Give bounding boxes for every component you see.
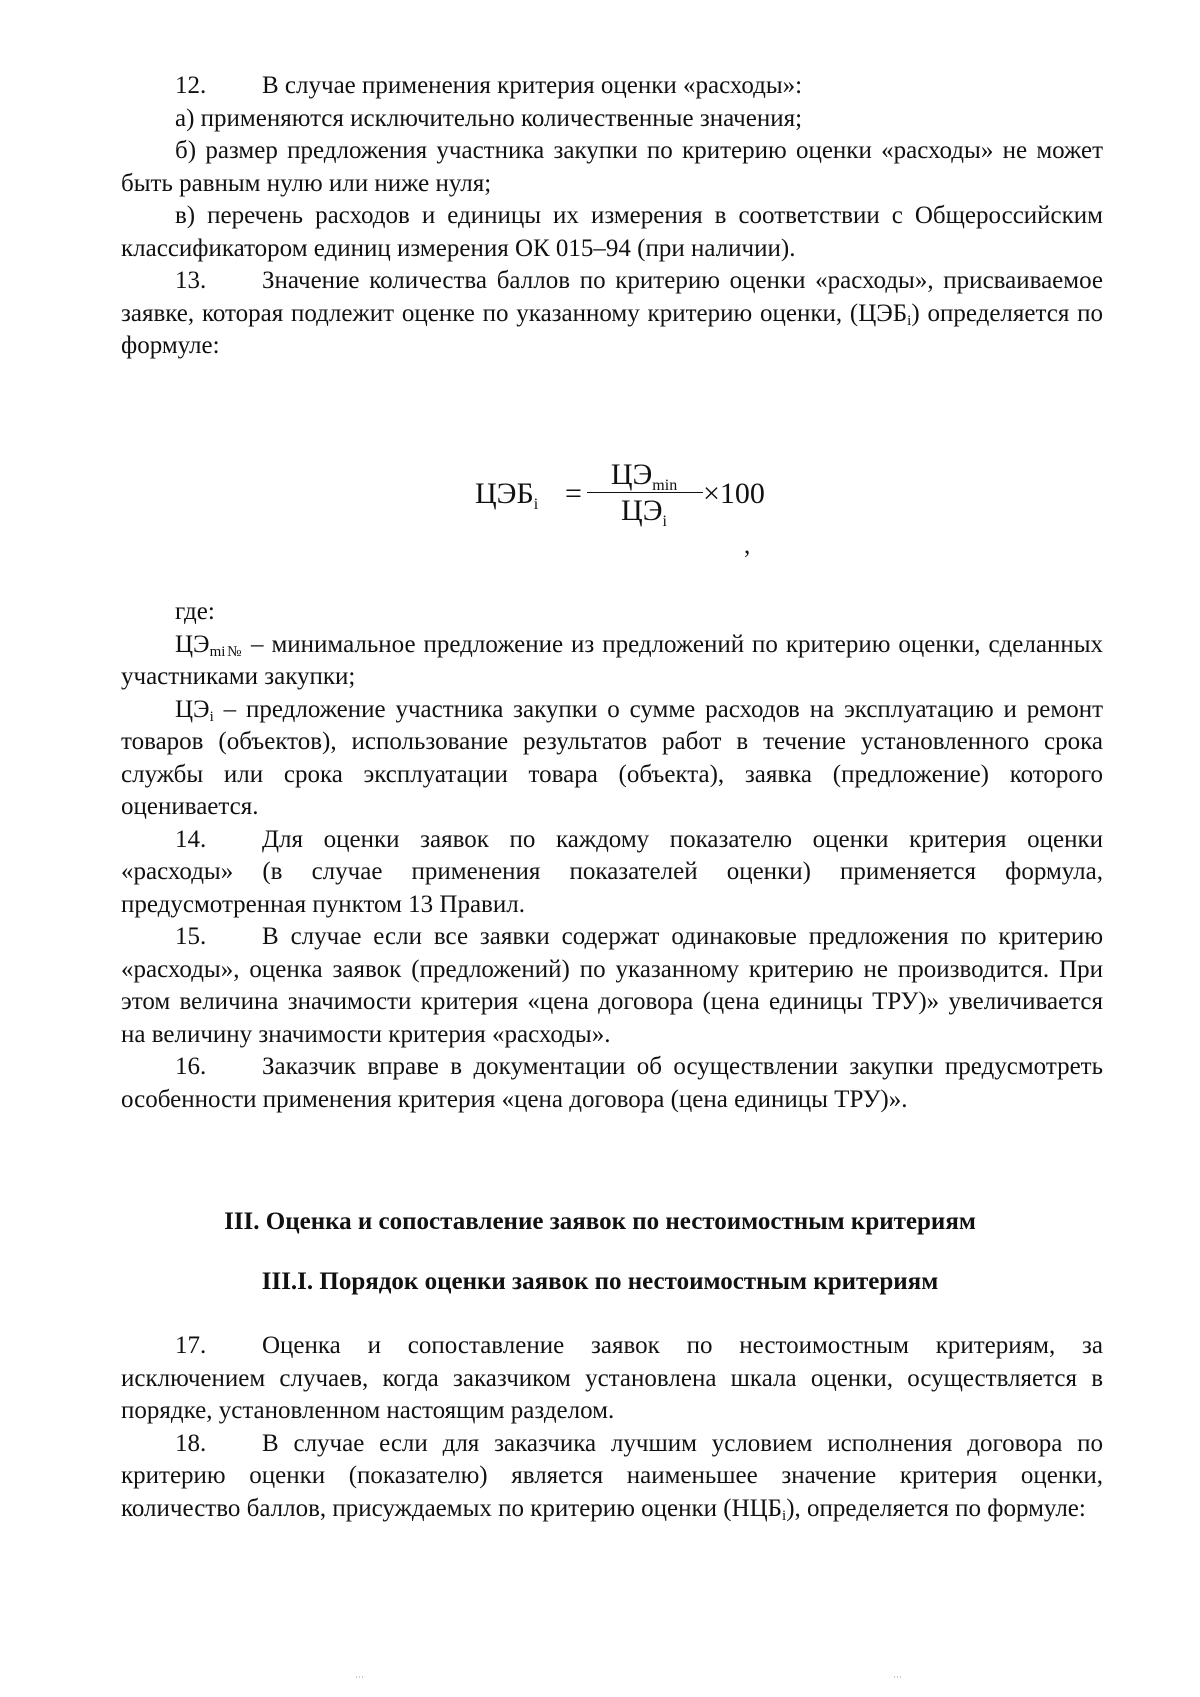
- paragraph-number: 17.: [175, 1332, 207, 1359]
- paragraph-12b: б) размер предложения участника закупки по критерию оценки «расходы» не может быть равным нулю или ниже нуля;: [121, 137, 1103, 197]
- paragraph-number: 15.: [175, 923, 207, 950]
- paragraph-text: ), определяется по формуле:: [786, 1494, 1086, 1522]
- definition-symbol: ЦЭ: [175, 630, 210, 658]
- paragraph-text: В случае если все заявки содержат одинаковые предложения по критерию «расходы», оценка заявок (предложений) по указанному критерию не производится. При этом величина значимости критерия «цена договора (цена единицы ТРУ)» увеличивается на величину значимости критерия «расходы».: [121, 923, 1103, 1048]
- definition-sub: mi№: [209, 643, 244, 660]
- formula-trailing-comma: ,: [744, 532, 751, 559]
- paragraph-number: 18.: [175, 1429, 207, 1457]
- definition-text: – предложение участника закупки о сумме расходов на эксплуатацию и ремонт товаров (объектов), использование результатов работ в течение установленного срока службы или срока эксплуатации товара (объекта), заявка (предложение) которого оценивается.: [121, 695, 1103, 820]
- definition-min: [121, 629, 1103, 694]
- paragraph-17: [121, 1330, 1103, 1428]
- paragraph-15: [121, 921, 1103, 1051]
- definition-text: – минимальное предложение из предложений по критерию оценки, сделанных участниками закупки;: [121, 630, 1103, 690]
- definition-i: [121, 694, 1103, 824]
- paragraph-14: [121, 824, 1103, 922]
- paragraph-12: [121, 70, 1103, 103]
- denominator-sub: i: [662, 513, 667, 530]
- paragraph-text: В случае применения критерия оценки «расходы»:: [262, 72, 803, 99]
- subscript: i: [907, 312, 912, 329]
- numerator-sub: min: [652, 477, 678, 494]
- paragraph-number: 12.: [175, 72, 207, 99]
- paragraph-number: 16.: [175, 1053, 207, 1080]
- paragraph-text: Заказчик вправе в документации об осуществлении закупки предусмотреть особенности применения критерия «цена договора (цена единицы ТРУ)».: [121, 1053, 1103, 1113]
- definition-symbol: ЦЭ: [175, 695, 210, 723]
- paragraph-text: В случае если для заказчика лучшим условием исполнения договора по критерию оценки (показателю) является наименьшее значение критерия оценки, количество баллов, присуждаемых по критерию оценки (НЦБ: [121, 1429, 1103, 1522]
- formula-numerator: [585, 458, 703, 492]
- where-label: где:: [175, 598, 215, 625]
- formula-lhs-sub: i: [533, 496, 539, 513]
- section-p12: [121, 70, 1103, 363]
- formula-lhs-symbol: ЦЭБ: [475, 477, 534, 510]
- paragraph-number: 13.: [175, 267, 207, 294]
- scan-speck: ˙˙˙: [355, 1675, 364, 1685]
- paragraph-18: [121, 1428, 1103, 1526]
- formula-fraction: [585, 458, 703, 540]
- formula-lhs: [475, 478, 538, 522]
- paragraph-13: [121, 265, 1103, 363]
- paragraph-text: Значение количества баллов по критерию оценки «расходы», присваиваемое заявке, которая подлежит оценке по указанному критерию оценки, (ЦЭБ: [121, 267, 1103, 327]
- section-p17-p18: [121, 1330, 1103, 1525]
- paragraph-text: Оценка и сопоставление заявок по нестоимостным критериям, за исключением случаев, когда заказчиком установлена шкала оценки, осуществляется в порядке, установленном настоящим разделом.: [121, 1332, 1103, 1424]
- paragraph-text: ) определяется по формуле:: [121, 299, 1104, 359]
- paragraph-12a: а) применяются исключительно количественные значения;: [175, 104, 803, 132]
- subscript: i: [782, 1507, 787, 1524]
- subsection-heading-3-1: III.I. Порядок оценки заявок по нестоимостным критериям: [261, 1268, 939, 1295]
- formula-denominator: [585, 493, 703, 540]
- denominator-symbol: ЦЭ: [621, 494, 663, 527]
- paragraph-16: [121, 1051, 1103, 1116]
- paragraph-12c: в) перечень расходов и единицы их измерения в соответствии с Общероссийским классификатором единиц измерения ОК 015–94 (при наличии).: [121, 202, 1103, 262]
- formula-equals: =: [565, 477, 582, 510]
- section-heading-3: III. Оценка и сопоставление заявок по нестоимостным критериям: [224, 1208, 976, 1235]
- definition-sub: i: [209, 708, 214, 725]
- paragraph-number: 14.: [175, 825, 207, 853]
- formula-cheb: [475, 458, 775, 548]
- paragraph-text: Для оценки заявок по каждому показателю оценки критерия оценки «расходы» (в случае применения показателей оценки) применяется формула, предусмотренная пунктом 13 Правил.: [121, 825, 1103, 918]
- section-definitions: [121, 596, 1103, 1116]
- numerator-symbol: ЦЭ: [610, 458, 653, 491]
- formula-multiplier: ×100: [703, 477, 765, 510]
- scan-speck: ˙˙˙: [893, 1675, 902, 1685]
